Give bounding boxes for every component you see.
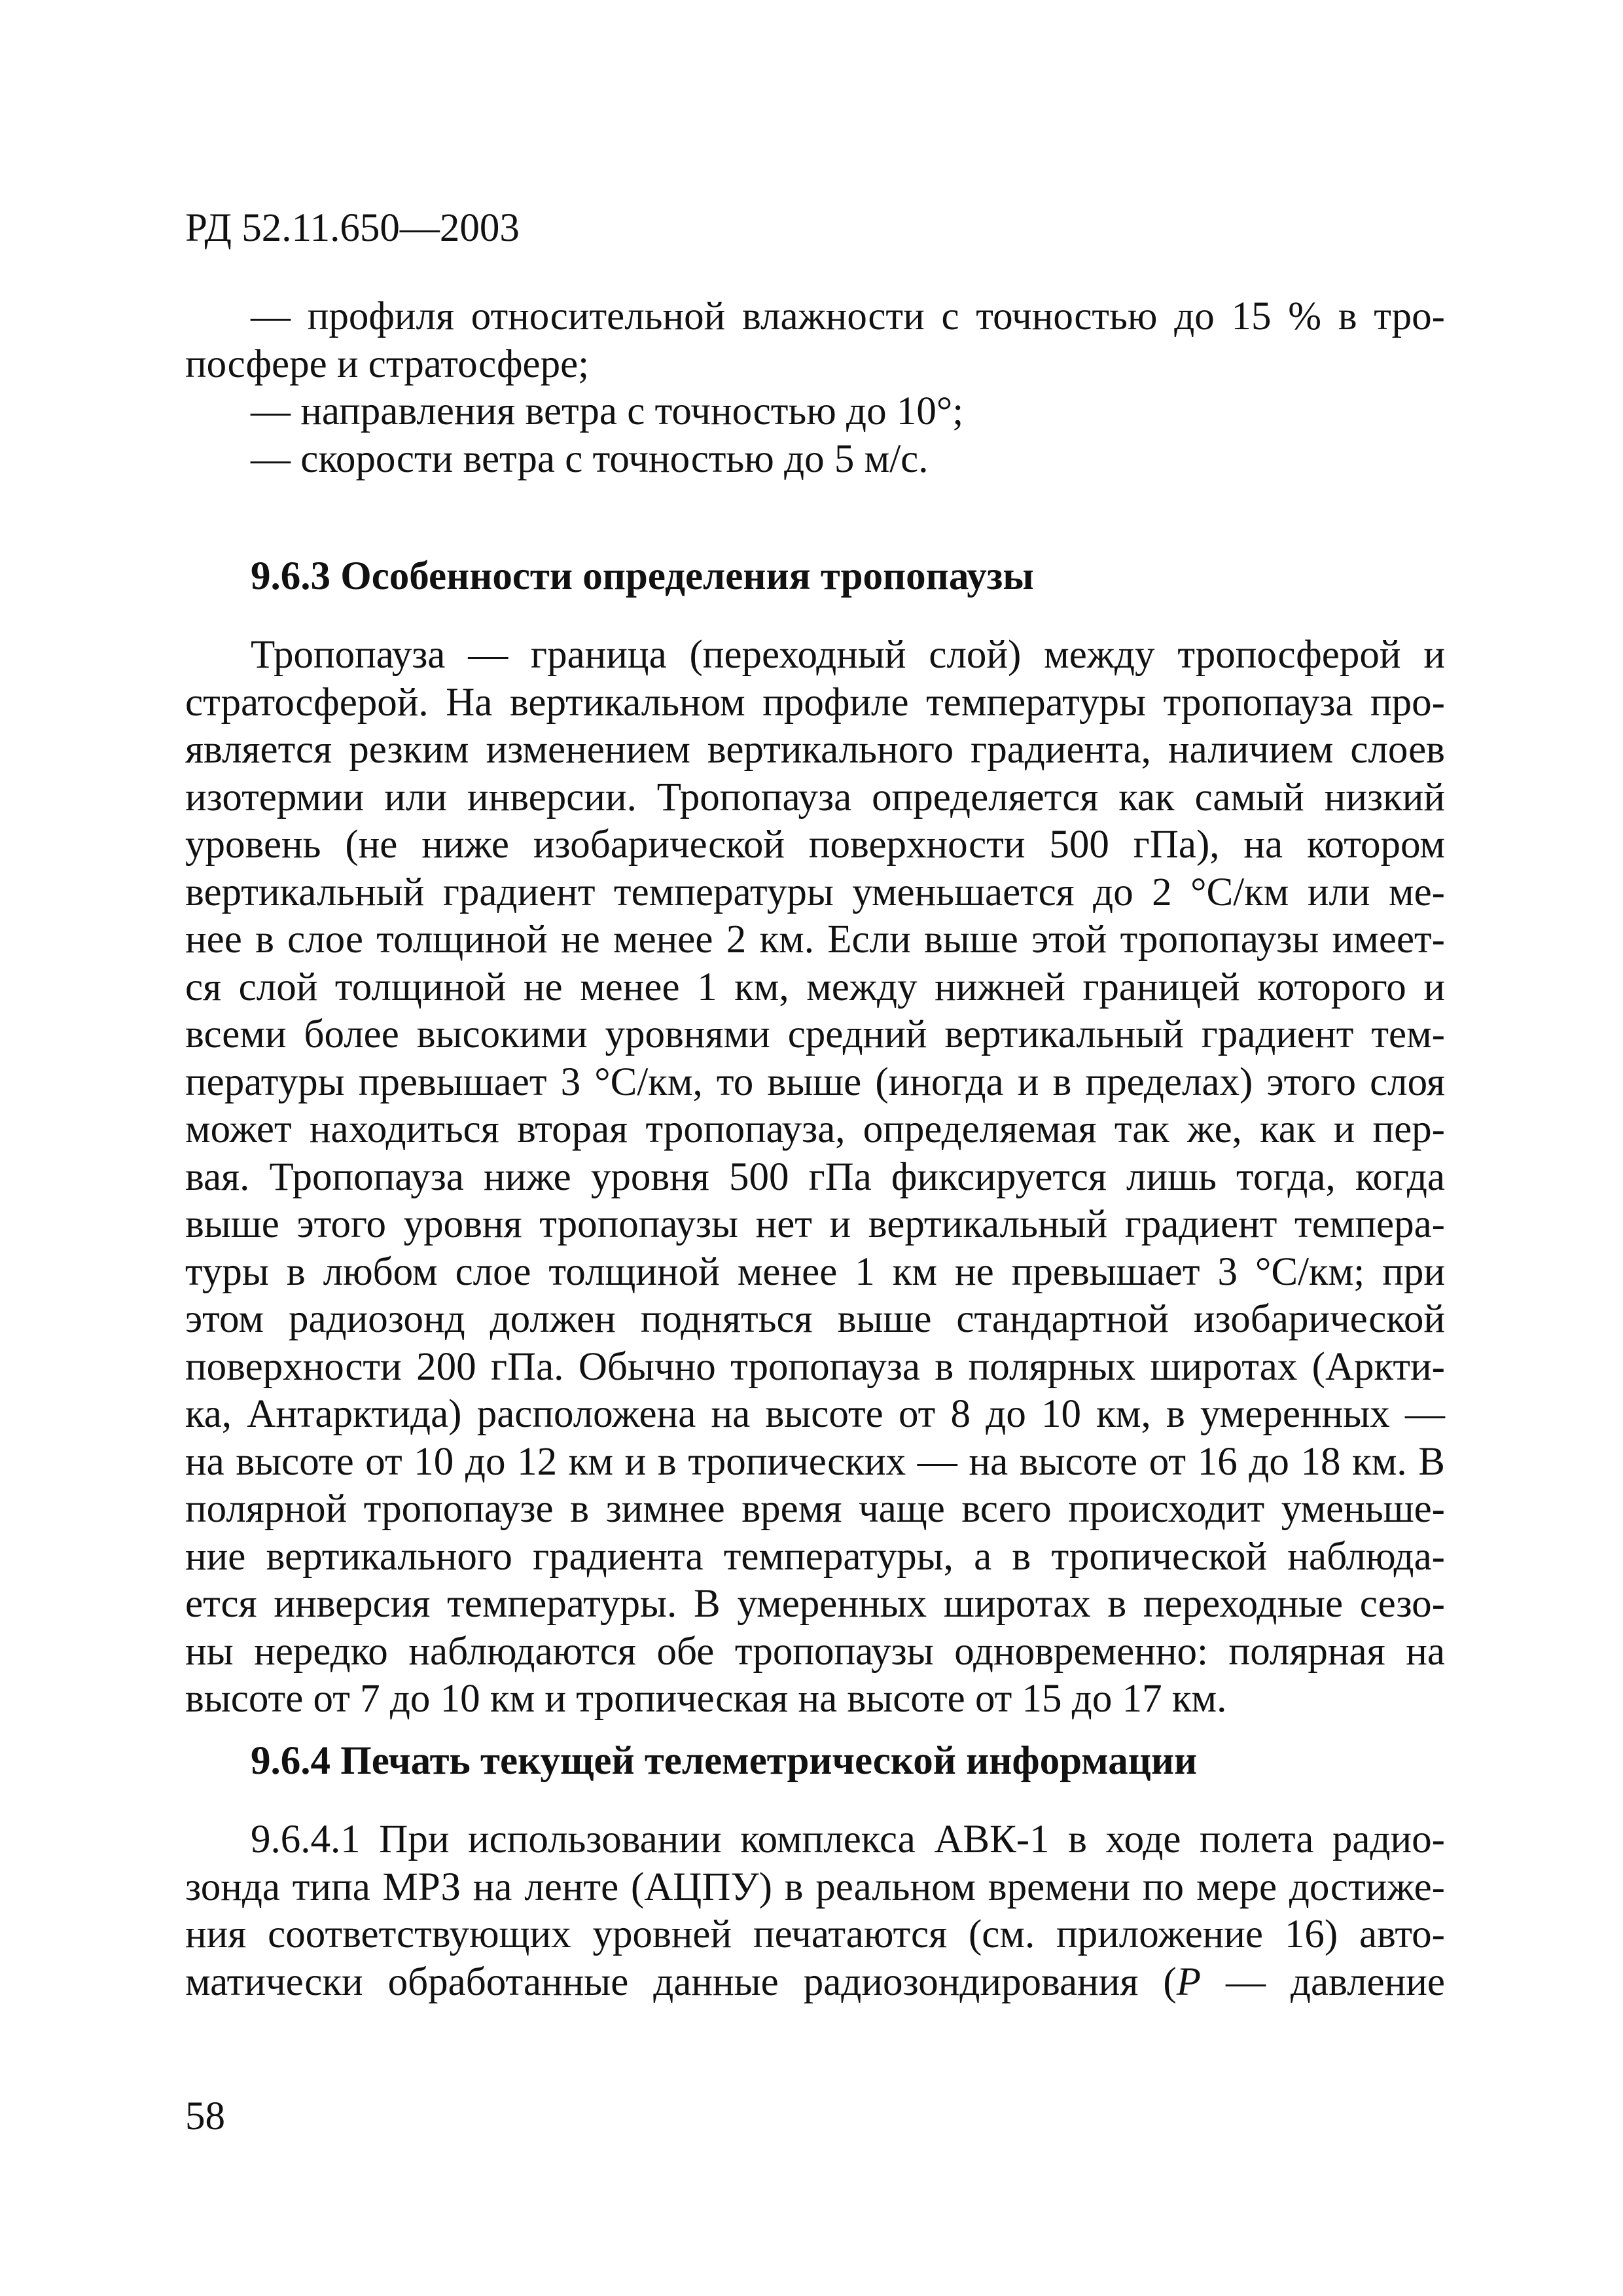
paragraph-line: ния соответствующих уровней печатаются (см. приложение 16) авто- xyxy=(185,1912,1445,1956)
paragraph-line: нее в слое толщиной не менее 2 км. Если выше этой тропопаузы имеет- xyxy=(185,918,1445,961)
section-heading-964: 9.6.4 Печать текущей телеметрической информации xyxy=(251,1739,1198,1783)
paragraph-line: зонда типа МРЗ на ленте (АЦПУ) в реальном времени по мере достиже- xyxy=(185,1865,1445,1909)
paragraph-line: пературы превышает 3 °С/км, то выше (иногда и в пределах) этого слоя xyxy=(185,1060,1445,1104)
paragraph-line: 9.6.4.1 При использовании комплекса АВК-1 в ходе полета радио- xyxy=(251,1818,1445,1861)
paragraph-line: ется инверсия температуры. В умеренных широтах в переходные сезо- xyxy=(185,1582,1445,1626)
list-item-continuation: посфере и стратосфере; xyxy=(185,342,590,386)
paragraph-line: всеми более высокими уровнями средний вертикальный градиент тем- xyxy=(185,1013,1445,1056)
paragraph-line: ние вертикального градиента температуры, а в тропической наблюда- xyxy=(185,1534,1445,1579)
paragraph-line: на высоте от 10 до 12 км и в тропических — на высоте от 16 до 18 км. В xyxy=(185,1439,1445,1484)
paragraph-line: может находиться вторая тропопауза, определяемая так же, как и пер- xyxy=(185,1107,1445,1151)
paragraph-line: ны нередко наблюдаются обе тропопаузы одновременно: полярная на xyxy=(185,1629,1445,1674)
paragraph-line: выше этого уровня тропопаузы нет и вертикальный градиент темпера- xyxy=(185,1202,1445,1246)
line-text: матически обработанные данные радиозондирования ( xyxy=(185,1960,1177,2004)
paragraph-line: вертикальный градиент температуры уменьшается до 2 °С/км или ме- xyxy=(185,870,1445,914)
document-number-header: РД 52.11.650—2003 xyxy=(185,206,520,250)
accuracy-list xyxy=(185,293,1445,483)
tropopause-paragraph xyxy=(185,632,1445,1723)
paragraph-line: ка, Антарктида) расположена на высоте от 8 до 10 км, в умеренных — xyxy=(185,1392,1445,1436)
pressure-symbol: Р xyxy=(1176,1960,1202,2004)
paragraph-line-last xyxy=(185,1959,1445,2007)
paragraph-line: вая. Тропопауза ниже уровня 500 гПа фиксируется лишь тогда, когда xyxy=(185,1155,1445,1199)
paragraph-line: ся слой толщиной не менее 1 км, между нижней границей которого и xyxy=(185,965,1445,1009)
paragraph-line: туры в любом слое толщиной менее 1 км не превышает 3 °С/км; при xyxy=(185,1249,1445,1294)
paragraph-line: высоте от 7 до 10 км и тропическая на высоте от 15 до 17 км. xyxy=(185,1677,1227,1721)
paragraph-line: Тропопауза — граница (переходный слой) между тропосферой и xyxy=(251,633,1445,677)
paragraph-line: полярной тропопаузе в зимнее время чаще всего происходит уменьше- xyxy=(185,1487,1445,1531)
telemetry-paragraph xyxy=(185,1816,1445,2006)
paragraph-line: уровень (не ниже изобарической поверхности 500 гПа), на котором xyxy=(185,823,1445,867)
line-text: — давление xyxy=(1201,1960,1445,2004)
list-item: — профиля относительной влажности с точностью до 15 % в тро- xyxy=(251,295,1445,338)
paragraph-line: изотермии или инверсии. Тропопауза определяется как самый низкий xyxy=(185,775,1445,819)
list-item: — скорости ветра с точностью до 5 м/с. xyxy=(251,437,929,481)
page-number: 58 xyxy=(185,2094,225,2138)
paragraph-line: стратосферой. На вертикальном профиле температуры тропопауза про- xyxy=(185,680,1445,725)
paragraph-line: является резким изменением вертикального градиента, наличием слоев xyxy=(185,728,1445,772)
paragraph-line: поверхности 200 гПа. Обычно тропопауза в полярных широтах (Аркти- xyxy=(185,1344,1445,1389)
list-item: — направления ветра с точностью до 10°; xyxy=(251,389,964,433)
section-heading-963: 9.6.3 Особенности определения тропопаузы xyxy=(251,554,1034,598)
paragraph-line: этом радиозонд должен подняться выше стандартной изобарической xyxy=(185,1297,1445,1341)
